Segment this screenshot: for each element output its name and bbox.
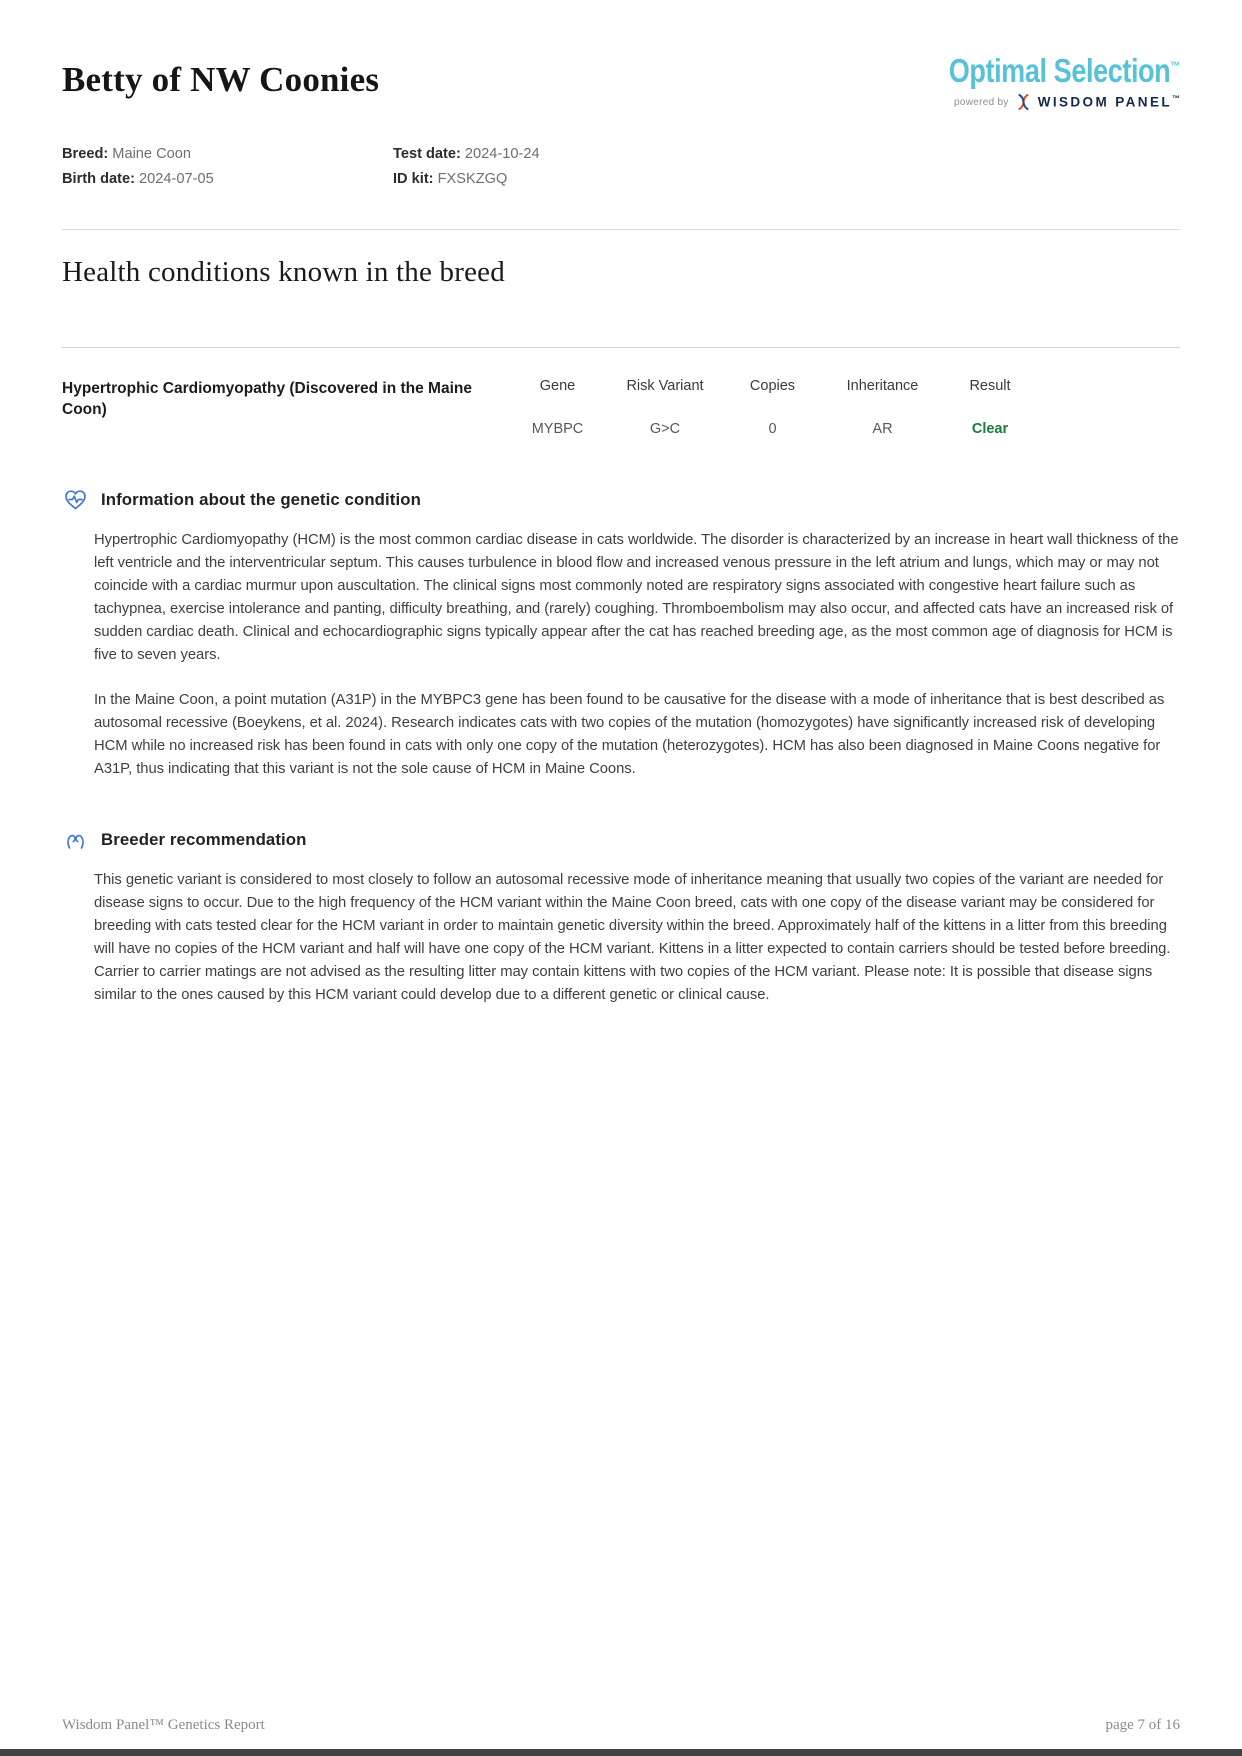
col-header-copies: Copies — [749, 378, 796, 394]
pet-info-grid — [62, 146, 1180, 187]
pet-name-title: Betty of NW Coonies — [62, 60, 380, 99]
condition-table — [62, 378, 1180, 437]
birth-date-label: Birth date: — [62, 171, 135, 187]
test-date-label: Test date: — [393, 146, 461, 162]
col-header-risk-variant: Risk Variant — [626, 378, 704, 394]
brand-trademark: ™ — [1170, 59, 1180, 73]
id-kit-value: FXSKZGQ — [437, 171, 508, 187]
genetic-condition-section — [62, 487, 1180, 781]
page-title: Health conditions known in the breed — [62, 256, 505, 288]
table-top-divider — [62, 347, 1180, 348]
birth-date-field — [62, 171, 393, 187]
col-header-result: Result — [969, 378, 1011, 394]
partner-trademark: ™ — [1172, 94, 1180, 104]
gene-value: MYBPC — [531, 421, 584, 437]
footer-report-title: Wisdom Panel™ Genetics Report — [62, 1717, 265, 1733]
report-header — [62, 52, 1180, 110]
header-divider — [62, 229, 1180, 230]
breeder-recommendation-section — [62, 827, 1180, 1007]
condition-columns — [510, 378, 1180, 437]
powered-by-label: powered by — [954, 96, 1009, 108]
breed-value: Maine Coon — [112, 146, 191, 162]
breeder-recommendation-header — [62, 827, 1180, 853]
powered-by-row — [898, 94, 1180, 110]
condition-name: Hypertrophic Cardiomyopathy (Discovered in the Maine Coon) — [62, 380, 472, 418]
breeder-recommendation-heading: Breeder recommendation — [101, 830, 307, 849]
breed-label: Breed: — [62, 146, 109, 162]
genetic-condition-heading: Information about the genetic condition — [101, 490, 421, 509]
genetic-condition-header — [62, 487, 1180, 513]
result-value: Clear — [971, 421, 1009, 437]
inheritance-value: AR — [872, 421, 893, 437]
id-kit-field — [393, 171, 1180, 187]
genetic-condition-body — [62, 529, 1180, 781]
col-header-gene: Gene — [539, 378, 576, 394]
ribbon-icon — [62, 827, 88, 853]
birth-date-value: 2024-07-05 — [139, 171, 214, 187]
copies-value: 0 — [768, 421, 777, 437]
footer-page-number: page 7 of 16 — [1105, 1717, 1180, 1733]
breed-field — [62, 146, 393, 162]
risk-variant-value: G>C — [649, 421, 681, 437]
optimal-selection-logo — [898, 52, 1180, 110]
test-date-field — [393, 146, 1180, 162]
dna-helix-icon — [1016, 94, 1031, 110]
condition-paragraph: Hypertrophic Cardiomyopathy (HCM) is the most common cardiac disease in cats worldwide. The disorder is characterized by an increase in heart wall thickness of the left ventricle and the interventricular septum. This causes turbulence in blood flow and increased venous pressure in the left atrium and lungs, which may or may not coincide with a cardiac murmur upon auscultation. The clinical signs most commonly noted are respiratory signs associated with congestive heart failure such as tachypnea, exercise intolerance and panting, difficulty breathing, and (rarely) coughing. Thromboembolism may also occur, and affected cats have an increased risk of sudden cardiac death. Clinical and echocardiographic signs typically appear after the cat has reached breeding age, as the most common age of diagnosis for HCM is five to seven years. — [94, 532, 1179, 663]
wisdom-panel-wordmark — [1038, 94, 1180, 110]
brand-text: Optimal Selection — [948, 52, 1171, 89]
optimal-selection-wordmark — [949, 52, 1180, 90]
condition-paragraph: In the Maine Coon, a point mutation (A31P) in the MYBPC3 gene has been found to be causative for the disease with a mode of inheritance that is best described as autosomal recessive (Boeykens, et al. 2024). Research indicates cats with two copies of the mutation (homozygotes) have significantly increased risk of developing HCM while no increased risk has been found in cats with only one copy of the mutation (heterozygotes). HCM has also been diagnosed in Maine Coons negative for A31P, thus indicating that this variant is not the sole cause of HCM in Maine Coons. — [94, 692, 1165, 777]
condition-header-row — [510, 378, 1180, 394]
partner-text: WISDOM PANEL — [1037, 94, 1172, 110]
condition-value-row — [510, 421, 1180, 437]
page-bottom-edge — [0, 1749, 1242, 1756]
test-date-value: 2024-10-24 — [464, 146, 540, 162]
id-kit-label: ID kit: — [393, 171, 434, 187]
heart-pulse-icon — [62, 487, 88, 513]
breeder-recommendation-body — [62, 869, 1180, 1007]
col-header-inheritance: Inheritance — [846, 378, 919, 394]
breeder-paragraph: This genetic variant is considered to most closely to follow an autosomal recessive mode of inheritance meaning that usually two copies of the variant are needed for disease signs to occur. Due to the high frequency of the HCM variant within the Maine Coon breed, cats with one copy of the disease variant may be considered for breeding with cats tested clear for the HCM variant in order to maintain genetic diversity within the breed. Approximately half of the kittens in a litter from this breeding will have no copies of the HCM variant and half will have one copy of the HCM variant. Kittens in a litter expected to contain carriers should be tested before breeding. Carrier to carrier matings are not advised as the resulting litter may contain kittens with two copies of the HCM variant. Please note: It is possible that disease signs similar to the ones caused by this HCM variant could develop due to a different genetic or clinical cause. — [94, 872, 1171, 1003]
page-footer — [62, 1717, 1180, 1734]
